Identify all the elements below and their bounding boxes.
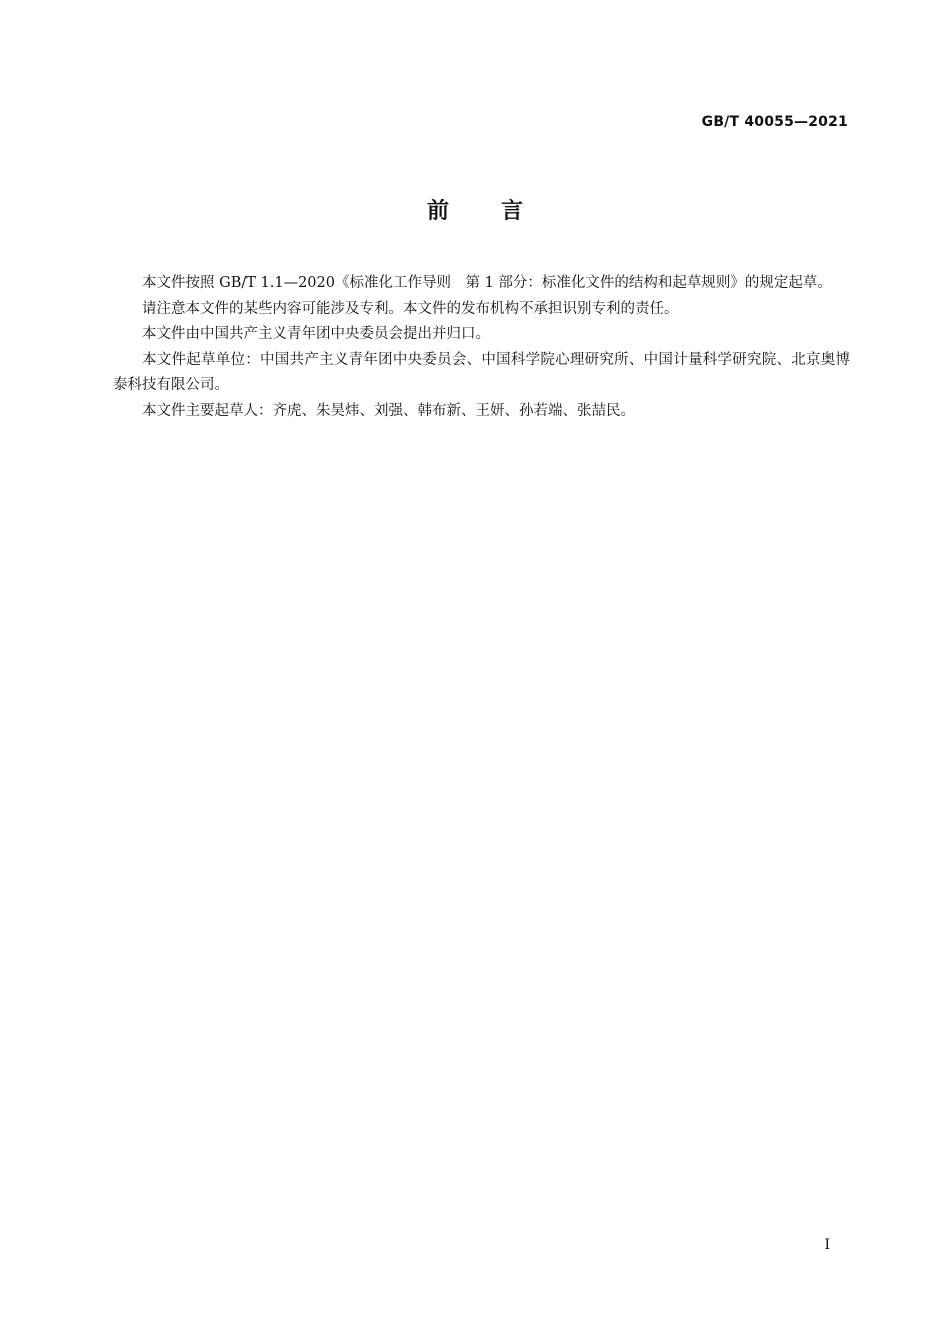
paragraph-drafters: 本文件主要起草人：齐虎、朱昊炜、刘强、韩布新、王妍、孙若端、张喆民。 [142, 402, 635, 419]
paragraph-drafting-units: 本文件起草单位：中国共产主义青年团中央委员会、中国科学院心理研究所、中国计量科学研究院、北京奥博泰科技有限公司。 [113, 351, 850, 393]
page-number: I [824, 1237, 830, 1253]
paragraph-proposer: 本文件由中国共产主义青年团中央委员会提出并归口。 [142, 326, 490, 342]
paragraph-patent-notice: 请注意本文件的某些内容可能涉及专利。本文件的发布机构不承担识别专利的责任。 [142, 300, 679, 317]
foreword-body [113, 271, 850, 424]
paragraph-drafting-rules: 本文件按照 GB/T 1.1—2020《标准化工作导则 第 1 部分：标准化文件的结构和起草规则》的规定起草。 [142, 275, 832, 291]
standard-number: GB/T 40055—2021 [701, 114, 848, 130]
page-title: 前言 [426, 199, 575, 224]
